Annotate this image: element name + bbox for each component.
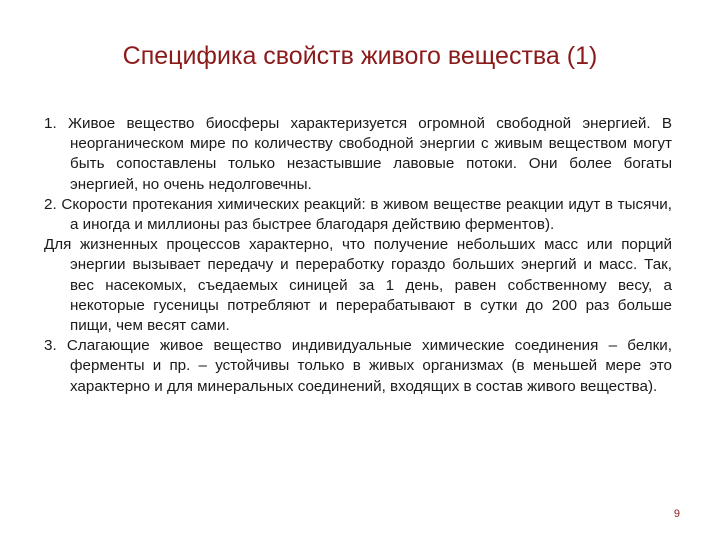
paragraph-marker: 2. <box>44 195 57 213</box>
paragraph-4 <box>44 336 672 397</box>
paragraph-text: Для жизненных процессов характерно, что получение небольших масс или порций энергии вызывает передачу и переработку гораздо больших энергий и масс. Так, вес насекомых, съедаемых синицей за 1 день, равен собственному весу, а некоторые гусеницы потребляют и перерабатывают в сутки до 200 раз больше пищи, чем весят сами. <box>44 236 672 335</box>
slide-body <box>44 114 672 397</box>
slide-title: Специфика свойств живого вещества (1) <box>122 42 598 70</box>
paragraph-text: Слагающие живое вещество индивидуальные химические соединения – белки, ферменты и пр. – устойчивы только в живых организмах (в меньшей мере это характерно и для минеральных соединений, входящих в состав живого вещества). <box>66 337 672 395</box>
paragraph-3 <box>44 235 672 336</box>
paragraph-1 <box>44 114 672 195</box>
page-number: 9 <box>673 508 680 520</box>
paragraph-marker: 1. <box>44 115 57 132</box>
paragraph-text: Живое вещество биосферы характеризуется огромной свободной энергией. В неорганическом мире по количеству свободной энергии с живым веществом могут быть сопоставлены только незастывшие лавовые потоки. Они более богаты энергией, но очень недолговечны. <box>67 115 672 193</box>
paragraph-2 <box>44 195 672 235</box>
paragraph-marker: 3. <box>44 337 57 355</box>
paragraph-text: Скорости протекания химических реакций: в живом веществе реакции идут в тысячи, а иногда и миллионы раз быстрее благодаря действию ферментов). <box>61 195 672 234</box>
